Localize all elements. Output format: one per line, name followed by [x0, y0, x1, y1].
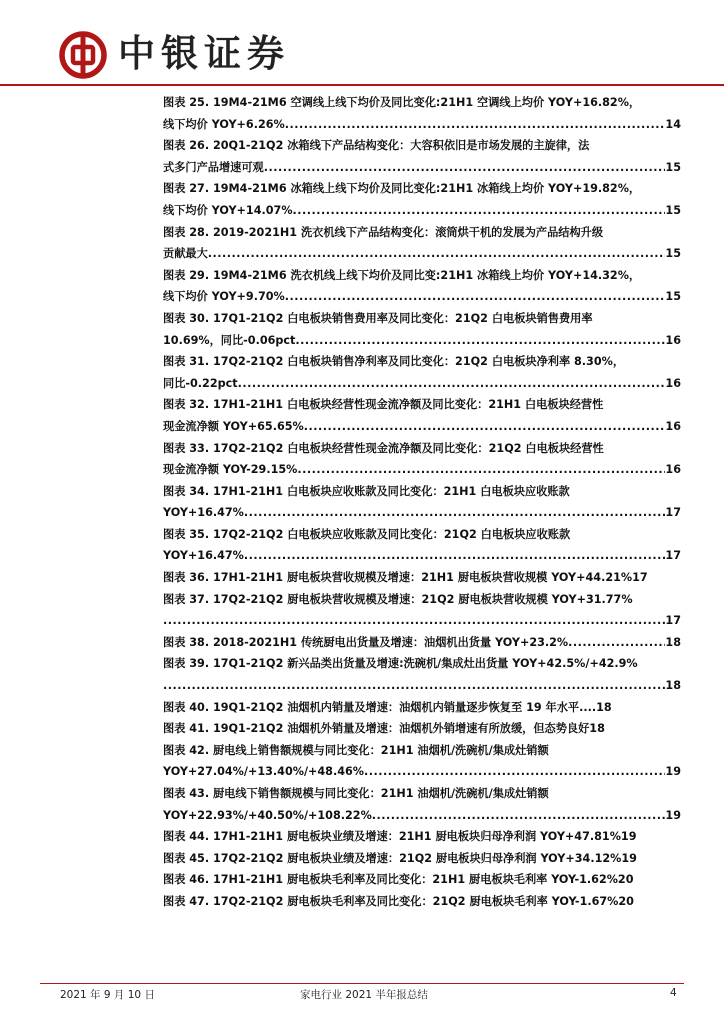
- toc-entry-text: 图表 46. 17H1-21H1 厨电板块毛利率及同比变化：21H1 厨电板块毛利率 YOY-1.62%20: [163, 873, 634, 887]
- toc-entry[interactable]: [163, 394, 681, 437]
- header-divider: [0, 84, 724, 86]
- toc-entry[interactable]: [163, 869, 681, 891]
- toc-entry-leader-line: [163, 330, 681, 352]
- toc-entry-text: 图表 41. 19Q1-21Q2 油烟机外销量及增速：油烟机外销增速有所放缓，但态势良好18: [163, 722, 605, 736]
- toc-entry-continuation: YOY+16.47%: [163, 549, 244, 563]
- toc-entry-continuation: 现金流净额 YOY+65.65%: [163, 419, 304, 433]
- toc-entry[interactable]: [163, 848, 681, 870]
- toc-entry-continuation: 贡献最大: [163, 247, 208, 261]
- toc-entry-leader-line: [163, 545, 681, 567]
- toc-entry-text: 图表 26. 20Q1-21Q2 冰箱线下产品结构变化：大容积依旧是市场发展的主旋律，法: [163, 139, 590, 153]
- dot-leader: [244, 502, 666, 524]
- toc-entry-continuation: 同比-0.22pct: [163, 376, 238, 390]
- footer-report-title: 家电行业 2021 半年报总结: [300, 989, 428, 1001]
- toc-entry-text: 图表 37. 17Q2-21Q2 厨电板块营收规模及增速：21Q2 厨电板块营收规模 YOY+31.77%: [163, 592, 633, 606]
- toc-entry-text: 图表 34. 17H1-21H1 白电板块应收账款及同比变化：21H1 白电板块应收账款: [163, 484, 570, 498]
- dot-leader: [244, 545, 666, 567]
- brand-name: 中银证券: [118, 31, 290, 75]
- toc-entry-text: 图表 29. 19M4-21M6 洗衣机线上线下均价及同比变:21H1 冰箱线上均价 YOY+14.32%，: [163, 268, 641, 282]
- toc-entry-text: 图表 36. 17H1-21H1 厨电板块营收规模及增速：21H1 厨电板块营收规模 YOY+44.21%17: [163, 571, 648, 585]
- toc-entry-continuation: 线下均价 YOY+9.70%: [163, 290, 285, 304]
- toc-entry-leader-line: [163, 114, 681, 136]
- toc-entry-text: 图表 39. 17Q1-21Q2 新兴品类出货量及增速:洗碗机/集成灶出货量 YOY+42.5%/+42.9%: [163, 657, 638, 671]
- toc-entry-text: 图表 43. 厨电线下销售额规模与同比变化：21H1 油烟机/洗碗机/集成灶销额: [163, 787, 549, 800]
- toc-entry-text: 图表 45. 17Q2-21Q2 厨电板块业绩及增速：21Q2 厨电板块归母净利润 YOY+34.12%19: [163, 851, 637, 865]
- toc-entry-continuation: YOY+22.93%/+40.50%/+108.22%: [163, 808, 372, 822]
- toc-entry[interactable]: [163, 438, 681, 481]
- toc-page-number: 17: [665, 614, 681, 628]
- toc-entry-continuation: 10.69%，同比-0.06pct: [163, 333, 296, 347]
- toc-entry-leader-line: [163, 610, 681, 632]
- toc-page-number: 14: [665, 117, 681, 131]
- toc-entry-text: 图表 30. 17Q1-21Q2 白电板块销售费用率及同比变化：21Q2 白电板块销售费用率: [163, 311, 593, 325]
- toc-page-number: 15: [665, 290, 681, 304]
- toc-entry-text: 图表 42. 厨电线上销售额规模与同比变化：21H1 油烟机/洗碗机/集成灶销额: [163, 743, 549, 757]
- dot-leader: [297, 459, 665, 481]
- toc-entry[interactable]: [163, 135, 681, 178]
- toc-entry-leader-line: [163, 459, 681, 481]
- dot-leader: [163, 610, 665, 632]
- toc-page-number: 16: [665, 333, 681, 347]
- toc-entry[interactable]: [163, 178, 681, 221]
- toc-entry-text: 图表 35. 17Q2-21Q2 白电板块应收账款及同比变化：21Q2 白电板块应收账款: [163, 527, 571, 541]
- dot-leader: [364, 761, 665, 783]
- toc-entry-continuation: 线下均价 YOY+6.26%: [163, 117, 285, 131]
- toc-entry-leader-line: [163, 675, 681, 697]
- toc-page-number: 16: [665, 419, 681, 433]
- toc-page-number: 17: [665, 549, 681, 563]
- toc-page-number: 18: [665, 635, 681, 649]
- toc-page-number: 18: [665, 679, 681, 693]
- page-header: [0, 0, 724, 90]
- toc-entry[interactable]: [163, 718, 681, 740]
- figure-index-list: [163, 92, 681, 913]
- toc-entry[interactable]: [163, 481, 681, 524]
- toc-entry-continuation: YOY+27.04%/+13.40%/+48.46%: [163, 765, 364, 779]
- toc-entry-text: 图表 25. 19M4-21M6 空调线上线下均价及同比变化:21H1 空调线上均价 YOY+16.82%，: [163, 96, 641, 109]
- toc-entry[interactable]: [163, 632, 681, 654]
- toc-entry-leader-line: [163, 157, 681, 179]
- toc-entry[interactable]: [163, 653, 681, 696]
- toc-entry-leader-line: [163, 632, 681, 654]
- toc-entry-leader-line: [163, 373, 681, 395]
- toc-entry[interactable]: [163, 826, 681, 848]
- toc-entry-continuation: 线下均价 YOY+14.07%: [163, 203, 293, 217]
- toc-entry-leader-line: [163, 200, 681, 222]
- toc-entry[interactable]: [163, 783, 681, 826]
- toc-entry-leader-line: [163, 286, 681, 308]
- toc-entry[interactable]: [163, 351, 681, 394]
- toc-entry[interactable]: [163, 589, 681, 632]
- dot-leader: [372, 805, 666, 827]
- toc-entry-continuation: 现金流净额 YOY-29.15%: [163, 463, 298, 477]
- toc-entry-leader-line: [163, 416, 681, 438]
- toc-entry[interactable]: [163, 265, 681, 308]
- toc-entry-text: 图表 28. 2019-2021H1 洗衣机线下产品结构变化：滚筒烘干机的发展为产品结构升级: [163, 225, 604, 239]
- toc-entry-leader-line: [163, 243, 681, 265]
- toc-page-number: 17: [665, 506, 681, 520]
- toc-entry-text: 图表 32. 17H1-21H1 白电板块经营性现金流净额及同比变化：21H1 白电板块经营性: [163, 398, 604, 412]
- toc-page-number: 19: [665, 808, 681, 822]
- toc-page-number: 15: [665, 247, 681, 261]
- footer-page-number: 4: [670, 987, 677, 999]
- toc-entry-continuation: 图表 38. 2018-2021H1 传统厨电出货量及增速：油烟机出货量 YOY+23.2%: [163, 635, 569, 649]
- toc-entry-text: 图表 44. 17H1-21H1 厨电板块业绩及增速：21H1 厨电板块归母净利润 YOY+47.81%19: [163, 830, 637, 844]
- dot-leader: [208, 243, 666, 265]
- toc-entry-leader-line: [163, 805, 681, 827]
- dot-leader: [163, 675, 665, 697]
- toc-entry-leader-line: [163, 502, 681, 524]
- toc-entry[interactable]: [163, 222, 681, 265]
- dot-leader: [264, 157, 666, 179]
- toc-entry[interactable]: [163, 567, 681, 589]
- dot-leader: [285, 286, 666, 308]
- toc-page-number: 16: [665, 463, 681, 477]
- page-footer: [0, 987, 724, 1007]
- toc-entry[interactable]: [163, 308, 681, 351]
- dot-leader: [304, 416, 666, 438]
- dot-leader: [238, 373, 666, 395]
- toc-entry-text: 图表 31. 17Q2-21Q2 白电板块销售净利率及同比变化：21Q2 白电板块净利率 8.30%，: [163, 355, 625, 369]
- toc-page-number: 16: [665, 376, 681, 390]
- toc-entry-text: 图表 33. 17Q2-21Q2 白电板块经营性现金流净额及同比变化：21Q2 白电板块经营性: [163, 441, 604, 455]
- toc-page-number: 19: [665, 765, 681, 779]
- footer-divider: [40, 983, 684, 984]
- toc-entry-text: 图表 27. 19M4-21M6 冰箱线上线下均价及同比变化:21H1 冰箱线上均价 YOY+19.82%，: [163, 182, 641, 196]
- bank-of-china-logo-icon: [58, 30, 108, 80]
- toc-entry[interactable]: [163, 740, 681, 783]
- toc-entry-leader-line: [163, 761, 681, 783]
- dot-leader: [293, 200, 666, 222]
- footer-date: 2021 年 9 月 10 日: [60, 989, 155, 1001]
- dot-leader: [568, 632, 665, 654]
- toc-entry-text: 图表 40. 19Q1-21Q2 油烟机内销量及增速：油烟机内销量逐步恢复至 19 年水平....18: [163, 700, 612, 714]
- dot-leader: [295, 330, 665, 352]
- toc-page-number: 15: [665, 203, 681, 217]
- toc-entry[interactable]: [163, 891, 681, 913]
- toc-entry[interactable]: [163, 697, 681, 719]
- toc-page-number: 15: [665, 160, 681, 174]
- toc-entry-text: 图表 47. 17Q2-21Q2 厨电板块毛利率及同比变化：21Q2 厨电板块毛利率 YOY-1.67%20: [163, 894, 634, 908]
- toc-entry-continuation: YOY+16.47%: [163, 506, 244, 520]
- toc-entry[interactable]: [163, 524, 681, 567]
- toc-entry[interactable]: [163, 92, 681, 135]
- toc-entry-continuation: 式多门产品增速可观: [163, 160, 264, 174]
- dot-leader: [285, 114, 666, 136]
